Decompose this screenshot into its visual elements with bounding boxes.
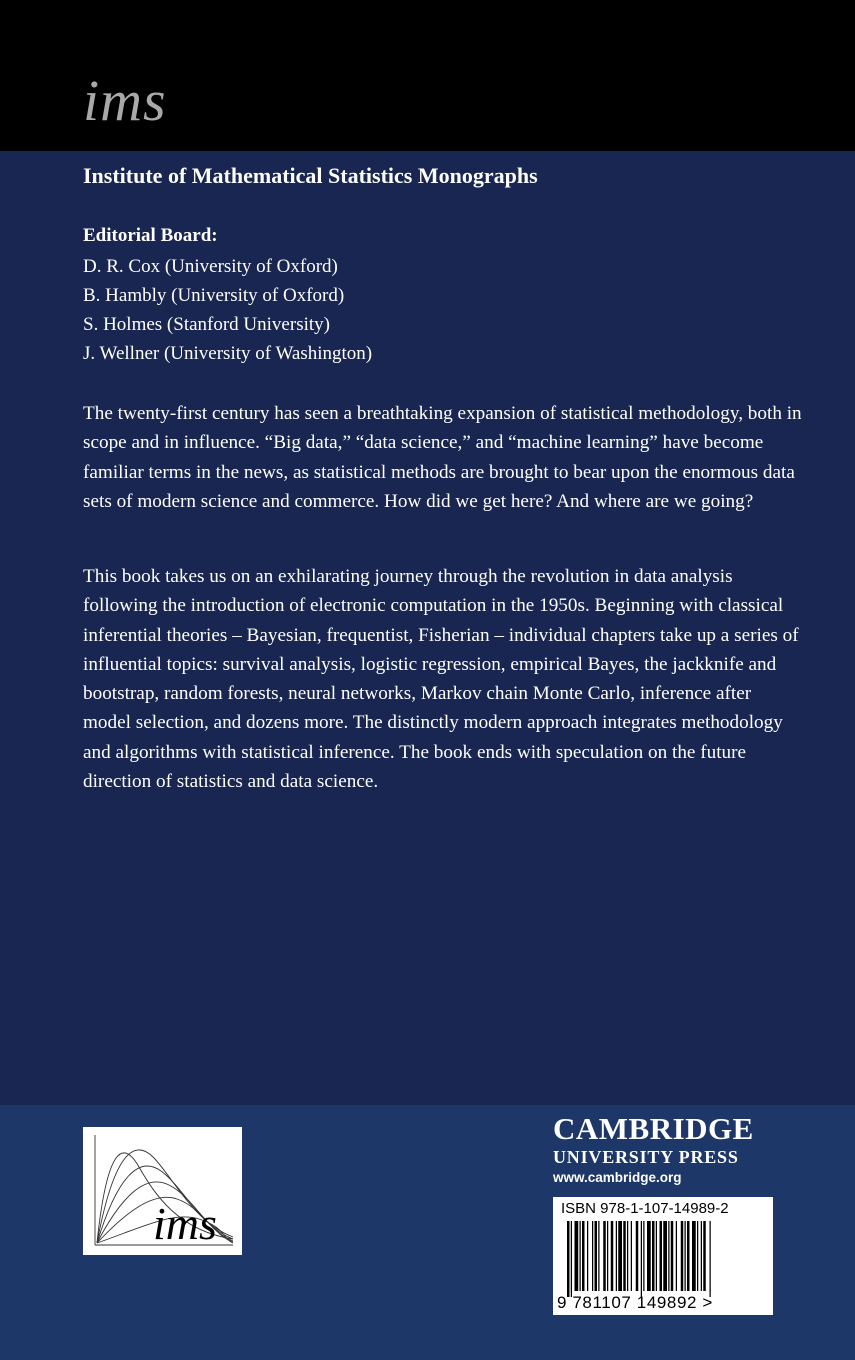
barcode-bar [663, 1221, 667, 1291]
publisher-subtitle: UNIVERSITY PRESS [553, 1147, 739, 1167]
board-member: B. Hambly (University of Oxford) [83, 285, 345, 306]
barcode-bar [687, 1221, 690, 1291]
barcode-bar [587, 1221, 588, 1291]
barcode-bar [656, 1221, 657, 1291]
barcode-bar [701, 1221, 702, 1291]
isbn-label: ISBN 978-1-107-14989-2 [561, 1200, 729, 1217]
barcode-bar [631, 1221, 632, 1291]
ims-logo-text: ims [153, 1198, 217, 1249]
barcode-bar [641, 1221, 642, 1297]
description-paragraph-2: This book takes us on an exhilarating journey through the revolution in data analysis following the introduction of electronic computation in the 1950s. Beginning with classical inferential theories – Bayesian, frequentist, Fisherian – individual chapters take up a series of influential topics: survival analysis, logistic regression, empirical Bayes, the jackknife and bootstrap, random forests, neural networks, Markov chain Monte Carlo, inference after model selection, and dozens more. The distinctly modern approach integrates methodology and algorithms with statistical inference. The book ends with speculation on the future direction of statistics and data science. [83, 566, 799, 793]
top-band [0, 0, 855, 151]
series-title: Institute of Mathematical Statistics Monographs [83, 163, 538, 188]
editorial-board-list [83, 252, 372, 368]
board-member: S. Holmes (Stanford University) [83, 314, 330, 335]
description-paragraph-1: The twenty-first century has seen a breathtaking expansion of statistical methodology, both in scope and in influence. “Big data,” “data science,” and “machine learning” have become familiar terms in the news, as statistical methods are brought to bear upon the enormous data sets of modern science and commerce. How did we get here? And where are we going? [83, 403, 802, 512]
publisher-name: CAMBRIDGE [553, 1111, 754, 1146]
barcode-bar [676, 1221, 677, 1291]
barcode-bar [685, 1221, 686, 1291]
board-member: D. R. Cox (University of Oxford) [83, 256, 338, 277]
ims-curves-logo [83, 1127, 242, 1255]
barcode-bar [652, 1221, 655, 1291]
barcode-bar [603, 1221, 606, 1291]
barcode-bar [592, 1221, 593, 1291]
editorial-board-heading: Editorial Board: [83, 225, 218, 246]
barcode-bar [595, 1221, 598, 1291]
barcode-bar [598, 1221, 599, 1291]
barcode-bar [671, 1221, 674, 1291]
barcode-bar [571, 1221, 572, 1297]
barcode-bar [697, 1221, 698, 1291]
ims-header-logo: ims [83, 68, 167, 133]
barcode-bar [643, 1221, 644, 1291]
board-member: J. Wellner (University of Washington) [83, 343, 373, 364]
barcode-bar [703, 1221, 706, 1291]
barcode-bar [681, 1221, 684, 1291]
barcode-bar [582, 1221, 585, 1291]
publisher-block [553, 1112, 773, 1188]
barcode-bar [668, 1221, 669, 1291]
barcode-bar [567, 1221, 570, 1297]
barcode-bar [660, 1221, 663, 1291]
barcode-bar [607, 1221, 608, 1291]
barcode-bar [611, 1221, 614, 1291]
barcode-bar [692, 1221, 696, 1291]
ims-logo-box [83, 1127, 242, 1255]
publisher-url[interactable]: www.cambridge.org [553, 1170, 682, 1185]
barcode-bar [710, 1221, 711, 1297]
barcode-bar [636, 1221, 639, 1291]
barcode-bar [647, 1221, 651, 1291]
barcode-bar [623, 1221, 626, 1291]
barcode-digits: 9 781107 149892 > [557, 1293, 713, 1312]
isbn-barcode [553, 1197, 773, 1315]
barcode-bar [616, 1221, 617, 1291]
barcode-bar [575, 1221, 579, 1291]
barcode-bar [627, 1221, 628, 1291]
barcode-bar [618, 1221, 622, 1291]
barcode-bar [580, 1221, 581, 1291]
